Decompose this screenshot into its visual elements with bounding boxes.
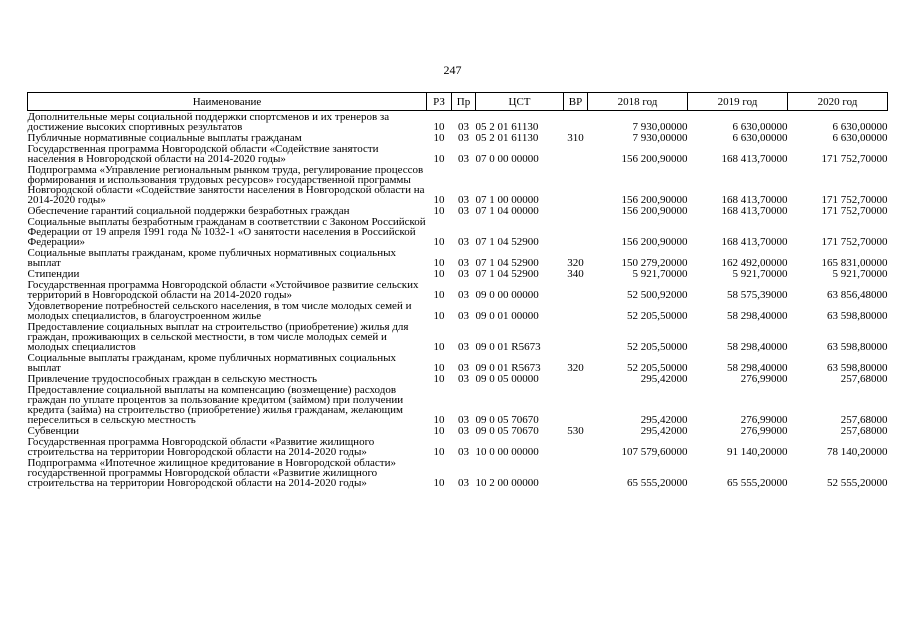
cell-vr: 320 xyxy=(567,362,584,374)
cell-2020: 6 630,00000 xyxy=(832,121,888,133)
cell-pr: 03 xyxy=(458,236,469,248)
cell-2020: 257,68000 xyxy=(840,414,888,426)
cell-pr: 03 xyxy=(458,310,469,322)
cell-pr: 03 xyxy=(458,194,469,206)
cell-2019: 276,99000 xyxy=(740,414,788,426)
cell-name: Удовлетворение потребностей сельского населения, в том числе молодых семей и молодых специалистов, в благоустроенном жилье xyxy=(27,300,412,322)
cell-2018: 156 200,90000 xyxy=(621,205,688,217)
budget-table xyxy=(27,92,888,488)
cell-vr xyxy=(564,436,588,457)
cell-2019: 276,99000 xyxy=(740,373,788,385)
cell-cst: 09 0 00 00000 xyxy=(475,289,539,301)
cell-cst: 07 1 00 00000 xyxy=(475,194,539,206)
cell-rz: 10 xyxy=(433,132,445,144)
cell-name: Подпрограмма «Ипотечное жилищное кредитование в Новгородской области» государственной программы Новгородской области «Развитие жилищного строительства на территории Новгородской области на 2014-2020 годы» xyxy=(27,457,396,489)
cell-vr: 340 xyxy=(567,268,584,280)
cell-2019: 162 492,00000 xyxy=(721,257,788,269)
cell-2019: 5 921,70000 xyxy=(732,268,788,280)
cell-2018: 156 200,90000 xyxy=(621,236,688,248)
cell-name: Привлечение трудоспособных граждан в сельскую местность xyxy=(27,373,317,385)
cell-vr xyxy=(564,384,588,425)
cell-2020: 6 630,00000 xyxy=(832,132,888,144)
cell-name: Социальные выплаты безработным гражданам в соответствии с Законом Российской Федерации от 19 апреля 1991 года № 1032-1 «О занятости населения в Российской Федерации» xyxy=(27,216,426,248)
cell-pr: 03 xyxy=(458,362,469,374)
cell-name: Публичные нормативные социальные выплаты гражданам xyxy=(27,132,302,144)
cell-name: Государственная программа Новгородской области «Развитие жилищного строительства на территории Новгородской области на 2014-2020 годы» xyxy=(27,436,375,458)
cell-rz: 10 xyxy=(433,268,445,280)
cell-pr: 03 xyxy=(458,257,469,269)
header-cst: ЦСТ xyxy=(476,93,564,111)
cell-2020: 257,68000 xyxy=(840,373,888,385)
table-row xyxy=(28,384,888,425)
cell-rz: 10 xyxy=(433,341,445,353)
cell-pr: 03 xyxy=(458,132,469,144)
cell-name: Предоставление социальной выплаты на компенсацию (возмещение) расходов граждан по уплате процентов за пользование кредитом (займом) при получении кредита (займа) на строительство (приобретение) жилья гражданам, желающим переселиться в сельскую местность xyxy=(27,384,404,426)
cell-pr: 03 xyxy=(458,341,469,353)
cell-2018: 52 205,50000 xyxy=(627,341,688,353)
table-row xyxy=(28,321,888,352)
cell-vr xyxy=(564,164,588,205)
cell-2020: 171 752,70000 xyxy=(821,205,888,217)
cell-vr xyxy=(564,373,588,384)
cell-2020: 52 555,20000 xyxy=(827,477,888,489)
cell-vr: 310 xyxy=(567,132,584,144)
cell-vr: 530 xyxy=(567,425,584,437)
header-vr: ВР xyxy=(564,93,588,111)
cell-rz: 10 xyxy=(433,310,445,322)
cell-pr: 03 xyxy=(458,477,469,489)
table-row xyxy=(28,457,888,488)
cell-rz: 10 xyxy=(433,257,445,269)
table-row xyxy=(28,300,888,321)
page-number: 247 xyxy=(443,63,462,77)
cell-rz: 10 xyxy=(433,205,445,217)
cell-2018: 52 205,50000 xyxy=(627,310,688,322)
cell-2019: 65 555,20000 xyxy=(727,477,788,489)
cell-2019: 6 630,00000 xyxy=(732,121,788,133)
cell-2019: 168 413,70000 xyxy=(721,236,788,248)
cell-2018: 65 555,20000 xyxy=(627,477,688,489)
cell-rz: 10 xyxy=(433,194,445,206)
cell-pr: 03 xyxy=(458,425,469,437)
cell-2018: 52 205,50000 xyxy=(627,362,688,374)
cell-name: Государственная программа Новгородской области «Содействие занятости населения в Новгородской области на 2014-2020 годы» xyxy=(27,143,379,165)
cell-vr xyxy=(564,143,588,164)
cell-2018: 295,42000 xyxy=(640,414,688,426)
cell-2020: 63 856,48000 xyxy=(827,289,888,301)
cell-2019: 6 630,00000 xyxy=(732,132,788,144)
cell-2020: 63 598,80000 xyxy=(827,362,888,374)
cell-cst: 09 0 01 R5673 xyxy=(475,362,541,374)
cell-name: Социальные выплаты гражданам, кроме публичных нормативных социальных выплат xyxy=(27,352,396,374)
table-header-row xyxy=(28,93,888,111)
table-row xyxy=(28,268,888,279)
cell-pr: 03 xyxy=(458,289,469,301)
header-2018: 2018 год xyxy=(588,93,688,111)
cell-2018: 295,42000 xyxy=(640,425,688,437)
cell-2018: 150 279,20000 xyxy=(621,257,688,269)
cell-2019: 168 413,70000 xyxy=(721,194,788,206)
cell-name: Социальные выплаты гражданам, кроме публичных нормативных социальных выплат xyxy=(27,247,396,269)
cell-pr: 03 xyxy=(458,268,469,280)
cell-rz: 10 xyxy=(433,153,445,165)
table-row xyxy=(28,132,888,143)
cell-vr xyxy=(564,300,588,321)
cell-2019: 58 575,39000 xyxy=(727,289,788,301)
cell-2019: 58 298,40000 xyxy=(727,341,788,353)
cell-pr: 03 xyxy=(458,373,469,385)
cell-2020: 171 752,70000 xyxy=(821,153,888,165)
cell-cst: 09 0 05 70670 xyxy=(475,414,539,426)
cell-rz: 10 xyxy=(433,373,445,385)
cell-vr xyxy=(564,321,588,352)
cell-2019: 91 140,20000 xyxy=(727,446,788,458)
cell-name: Стипендии xyxy=(27,268,80,280)
table-row xyxy=(28,164,888,205)
cell-pr: 03 xyxy=(458,153,469,165)
cell-rz: 10 xyxy=(433,121,445,133)
cell-2018: 7 930,00000 xyxy=(632,132,688,144)
table-row xyxy=(28,373,888,384)
cell-rz: 10 xyxy=(433,289,445,301)
cell-vr xyxy=(564,457,588,488)
cell-name: Дополнительные меры социальной поддержки спортсменов и их тренеров за достижение высоких спортивных результатов xyxy=(27,111,390,133)
cell-2019: 168 413,70000 xyxy=(721,153,788,165)
cell-2020: 171 752,70000 xyxy=(821,236,888,248)
cell-rz: 10 xyxy=(433,477,445,489)
cell-cst: 10 0 00 00000 xyxy=(475,446,539,458)
cell-name: Предоставление социальных выплат на строительство (приобретение) жилья для граждан, проживающих в сельской местности, в том числе молодых семей и молодых специалистов xyxy=(27,321,409,353)
cell-cst: 07 1 04 52900 xyxy=(475,268,539,280)
cell-vr: 320 xyxy=(567,257,584,269)
cell-2019: 58 298,40000 xyxy=(727,310,788,322)
table-body xyxy=(28,111,888,489)
cell-2020: 5 921,70000 xyxy=(832,268,888,280)
cell-pr: 03 xyxy=(458,414,469,426)
cell-rz: 10 xyxy=(433,362,445,374)
cell-cst: 09 0 01 00000 xyxy=(475,310,539,322)
cell-2019: 168 413,70000 xyxy=(721,205,788,217)
cell-2019: 58 298,40000 xyxy=(727,362,788,374)
cell-rz: 10 xyxy=(433,414,445,426)
table-row xyxy=(28,143,888,164)
cell-2020: 171 752,70000 xyxy=(821,194,888,206)
cell-2018: 52 500,92000 xyxy=(627,289,688,301)
cell-vr xyxy=(564,279,588,300)
cell-cst: 09 0 05 00000 xyxy=(475,373,539,385)
cell-cst: 07 1 04 52900 xyxy=(475,236,539,248)
cell-2018: 156 200,90000 xyxy=(621,194,688,206)
table-row xyxy=(28,216,888,247)
cell-cst: 10 2 00 00000 xyxy=(475,477,539,489)
cell-pr: 03 xyxy=(458,205,469,217)
header-rz: РЗ xyxy=(427,93,452,111)
table-row xyxy=(28,247,888,268)
table-row xyxy=(28,436,888,457)
cell-name: Обеспечение гарантий социальной поддержки безработных граждан xyxy=(27,205,350,217)
header-2020: 2020 год xyxy=(788,93,888,111)
cell-name: Подпрограмма «Управление региональным рынком труда, регулирование процессов формирования и использования трудовых ресурсов» государственной программы Новгородской области «Содействие занятости населения в Новгородской области на 2014-2020 годы» xyxy=(27,164,425,206)
table-row xyxy=(28,279,888,300)
cell-2020: 257,68000 xyxy=(840,425,888,437)
cell-2020: 63 598,80000 xyxy=(827,310,888,322)
cell-2019: 276,99000 xyxy=(740,425,788,437)
cell-2018: 7 930,00000 xyxy=(632,121,688,133)
header-pr: Пр xyxy=(452,93,476,111)
cell-cst: 05 2 01 61130 xyxy=(475,132,539,144)
cell-cst: 09 0 01 R5673 xyxy=(475,341,541,353)
cell-cst: 07 1 04 52900 xyxy=(475,257,539,269)
cell-vr xyxy=(564,111,588,133)
header-name: Наименование xyxy=(28,93,427,111)
cell-rz: 10 xyxy=(433,425,445,437)
cell-cst: 07 1 04 00000 xyxy=(475,205,539,217)
table-row xyxy=(28,111,888,133)
cell-2018: 5 921,70000 xyxy=(632,268,688,280)
cell-2020: 165 831,00000 xyxy=(821,257,888,269)
header-2019: 2019 год xyxy=(688,93,788,111)
cell-rz: 10 xyxy=(433,446,445,458)
cell-pr: 03 xyxy=(458,446,469,458)
cell-pr: 03 xyxy=(458,121,469,133)
cell-2020: 78 140,20000 xyxy=(827,446,888,458)
table-row xyxy=(28,425,888,436)
cell-2018: 156 200,90000 xyxy=(621,153,688,165)
table-row xyxy=(28,205,888,216)
cell-cst: 07 0 00 00000 xyxy=(475,153,539,165)
cell-2020: 63 598,80000 xyxy=(827,341,888,353)
cell-name: Субвенции xyxy=(27,425,80,437)
table-row xyxy=(28,352,888,373)
cell-2018: 107 579,60000 xyxy=(621,446,688,458)
cell-rz: 10 xyxy=(433,236,445,248)
cell-name: Государственная программа Новгородской области «Устойчивое развитие сельских территорий в Новгородской области на 2014-2020 годы» xyxy=(27,279,419,301)
cell-vr xyxy=(564,205,588,216)
cell-vr xyxy=(564,216,588,247)
cell-cst: 09 0 05 70670 xyxy=(475,425,539,437)
cell-2018: 295,42000 xyxy=(640,373,688,385)
cell-cst: 05 2 01 61130 xyxy=(475,121,539,133)
